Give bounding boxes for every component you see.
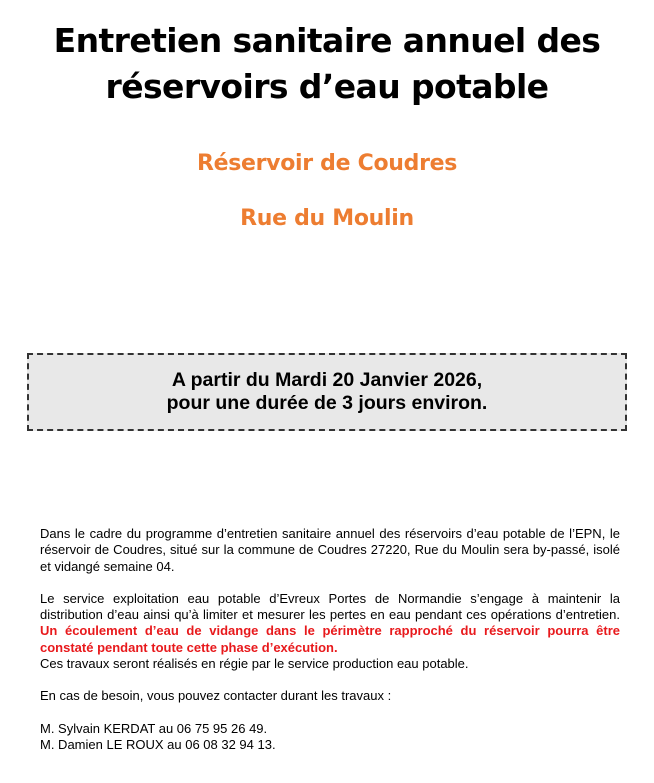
notice-start-date: A partir du Mardi 20 Janvier 2026, bbox=[171, 369, 483, 391]
notice-body bbox=[40, 526, 620, 753]
title-line-2: réservoirs d’eau potable bbox=[105, 67, 549, 106]
drainage-warning-period: . bbox=[334, 639, 338, 655]
intro-paragraph: Dans le cadre du programme d’entretien sanitaire annuel des réservoirs d’eau potable de l’EPN, le réservoir de Coudres, situé sur la commune de Coudres 27220, Rue du Moulin sera by-passé, isolé et vidangé semaine 04. bbox=[40, 526, 620, 574]
title-line-1: Entretien sanitaire annuel des bbox=[53, 21, 601, 60]
service-paragraph bbox=[40, 591, 620, 656]
notice-duration: pour une durée de 3 jours environ. bbox=[166, 392, 488, 414]
reservoir-name: Réservoir de Coudres bbox=[196, 151, 458, 176]
date-notice-box bbox=[27, 353, 627, 431]
service-commitment-text: Le service exploitation eau potable d’Evreux Portes de Normandie s’engage à maintenir la distribution d’eau ainsi qu’à limiter et mesurer les pertes en eau pendant ces opérations d’entretien. bbox=[40, 590, 620, 623]
works-info-text: Ces travaux seront réalisés en régie par le service production eau potable. bbox=[40, 656, 469, 672]
page-title bbox=[0, 18, 654, 110]
drainage-warning-text: Un écoulement d’eau de vidange dans le périmètre rapproché du réservoir pourra être constaté pendant toute cette phase d’exécution bbox=[40, 623, 620, 655]
street-name: Rue du Moulin bbox=[240, 206, 414, 231]
contact-line: M. Damien LE ROUX au 06 08 32 94 13. bbox=[40, 736, 276, 752]
contact-line: M. Sylvain KERDAT au 06 75 95 26 49. bbox=[40, 720, 268, 736]
contact-intro-text: En cas de besoin, vous pouvez contacter durant les travaux : bbox=[40, 688, 392, 704]
